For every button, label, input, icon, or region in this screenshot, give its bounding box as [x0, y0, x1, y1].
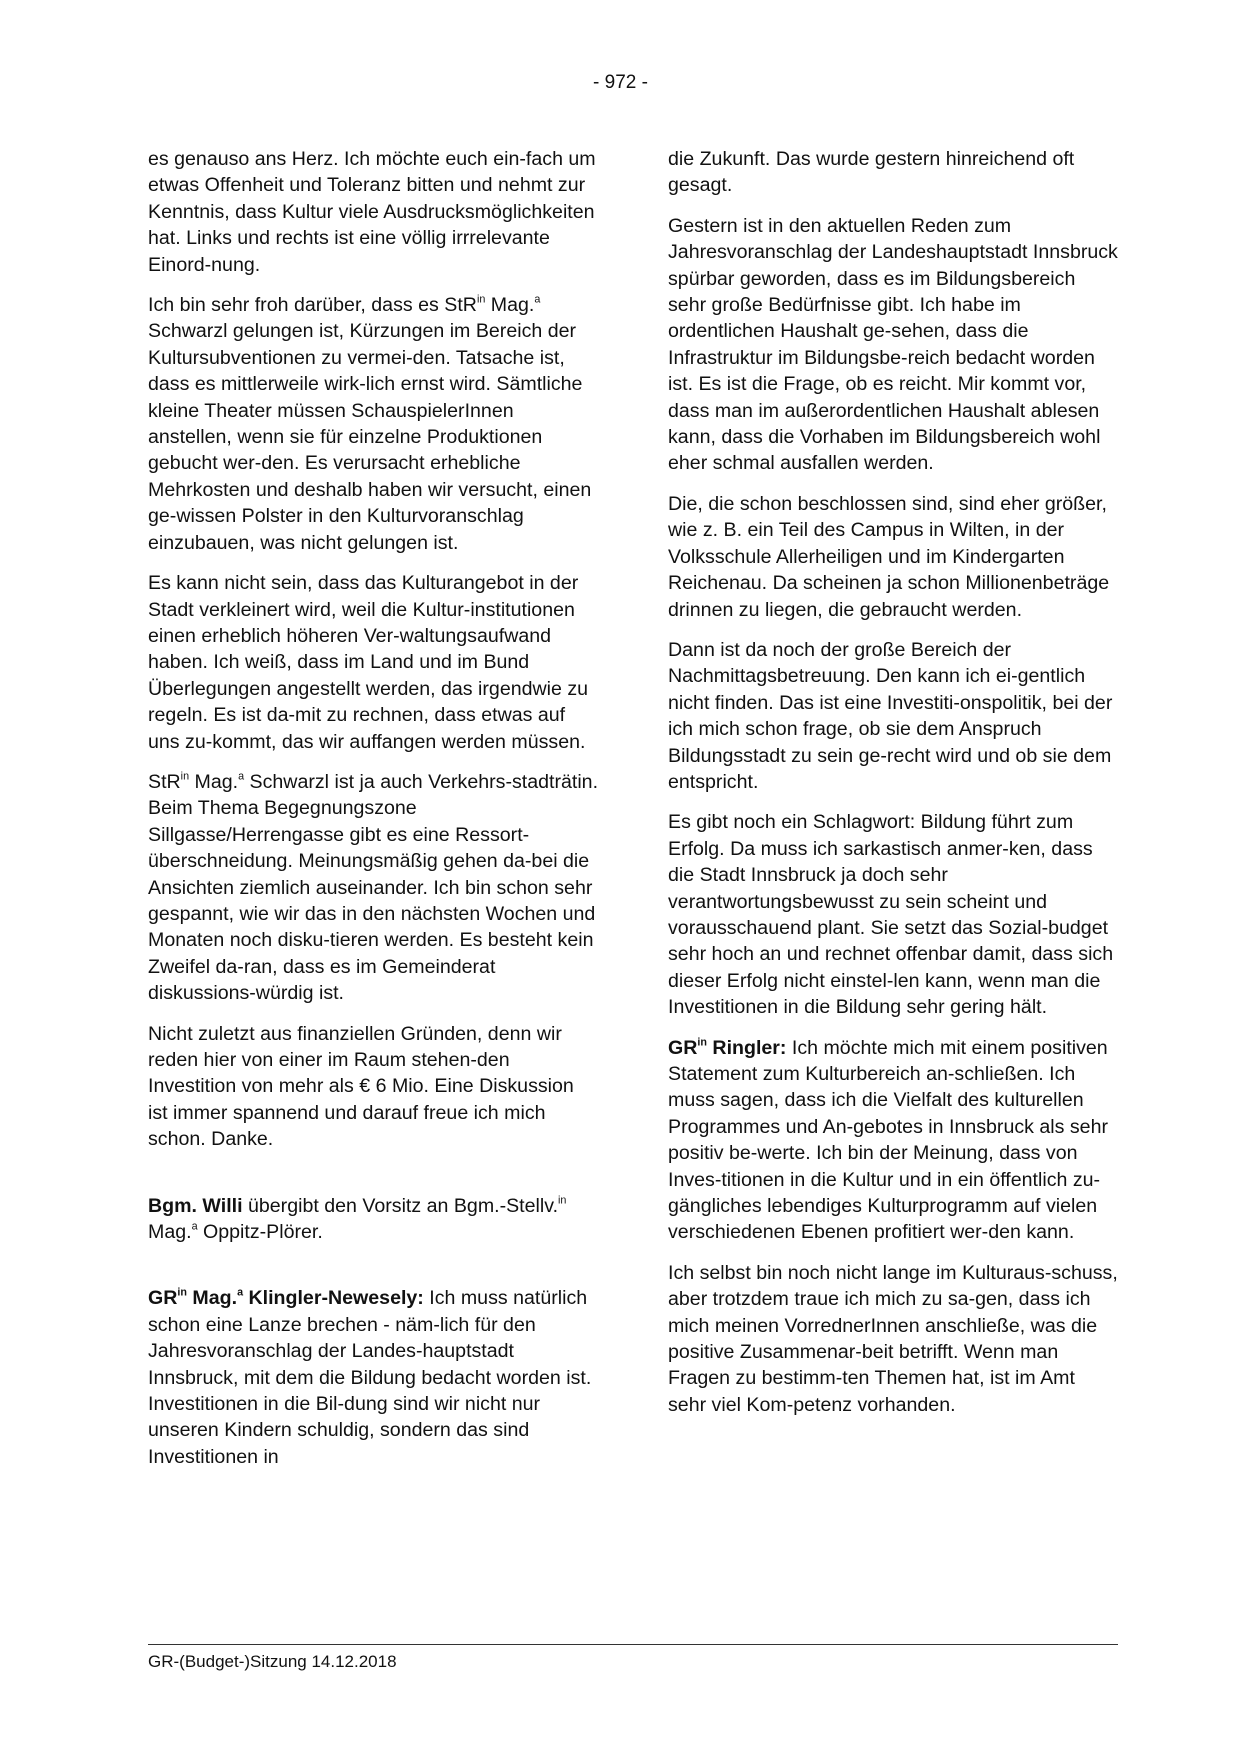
paragraph-text: Schwarzl gelungen ist, Kürzungen im Bereich der Kultursubventionen zu vermei-den. Tatsache ist, dass es mittlerweile wirk-lich ernst wird. Sämtliche kleine Theater müssen SchauspielerInnen anstellen, wenn sie für einzelne Produktionen gebucht wer-den. Es verursacht erhebliche Mehrkosten und deshalb haben wir versucht, einen ge-wissen Polster in den Kulturvoranschlag einzubauen, was nicht gelungen ist.: [148, 320, 592, 554]
speaker-title: Mag.: [194, 770, 239, 793]
paragraph: Es kann nicht sein, dass das Kulturangebot in der Stadt verkleinert wird, weil die Kultur-institutionen einen erheblich höheren Ver-waltungsaufwand haben. Ich weiß, dass im Land und im Bund Überlegungen angestellt werden, das irgendwie zu regeln. Es ist da-mit zu rechnen, dass etwas auf uns zu-kommt, das wir auffangen werden müssen.: [148, 572, 589, 753]
superscript: a: [534, 293, 541, 306]
speaker-name: $GR^{in}$ Mag.$^a$ Klingler-Newesely:: [148, 1286, 424, 1310]
paragraph-text: Ich möchte mich mit einem positiven Statement zum Kulturbereich an-schließen. Ich muss sagen, dass ich die Vielfalt des kulturellen Programmes und An-gebotes in Innsbruck als sehr positiv be-werte. Ich bin der Meinung, dass von Inves-titionen in die Kultur und in ein öffentlich zu-gängliches lebendiges Kulturprogramm auf vielen verschiedenen Ebenen profitiert wer-den kann.: [668, 1036, 1108, 1244]
superscript: in: [558, 1194, 567, 1207]
paragraph: Die, die schon beschlossen sind, sind eher größer, wie z. B. ein Teil des Campus in Wilten, in der Volksschule Allerheiligen und im Kindergarten Reichenau. Da scheinen ja schon Millionenbeträge drinnen zu liegen, die gebraucht werden.: [668, 492, 1110, 621]
paragraph: Nicht zuletzt aus finanziellen Gründen, denn wir reden hier von einer im Raum stehen-den Investition von mehr als € 6 Mio. Eine Diskussion ist immer spannend und darauf freue ich mich schon. Danke.: [148, 1022, 574, 1151]
chair-handover-paragraph: [148, 1193, 598, 1246]
superscript: in: [476, 293, 486, 306]
speaker-title: StR: [148, 770, 181, 793]
paragraph: Ich selbst bin noch nicht lange im Kulturaus-schuss, aber trotzdem traue ich mich zu sa-gen, dass ich mich meinen VorrednerInnen anschließe, was die positive Zusammenar-beit betrifft. Wenn man Fragen zu bestimm-ten Themen hat, ist im Amt sehr viel Kom-petenz vorhanden.: [668, 1261, 1118, 1416]
paragraph: es genauso ans Herz. Ich möchte euch ein-fach um etwas Offenheit und Toleranz bitten und nehmt zur Kenntnis, dass Kultur viele Ausdrucksmöglichkeiten hat. Links und rechts ist eine völlig irrrelevante Einord-nung.: [148, 148, 596, 276]
superscript: a: [238, 770, 245, 783]
left-column: [148, 146, 598, 1484]
speaker-name: Bgm. Willi: [148, 1194, 243, 1217]
speaker-name-plain: Oppitz-Plörer.: [203, 1221, 323, 1244]
speaker-title: StR: [444, 294, 477, 317]
footer-session-label: GR-(Budget-)Sitzung 14.12.2018: [148, 1652, 397, 1671]
paragraph-text: Schwarzl ist ja auch Verkehrs-stadträtin. Beim Thema Begegnungszone Sillgasse/Herrengasse gibt es eine Ressort-überschneidung. Meinungsmäßig gehen da-bei die Ansichten ziemlich auseinander. Ich bin schon sehr gespannt, wie wir das in den nächsten Wochen und Monaten noch disku-tieren werden. Es besteht kein Zweifel da-ran, dass es im Gemeinderat diskussions-würdig ist.: [148, 770, 599, 1005]
superscript: in: [180, 770, 190, 783]
paragraph: [148, 292, 598, 556]
paragraph: Gestern ist in den aktuellen Reden zum Jahresvoranschlag der Landeshauptstadt Innsbruck spürbar geworden, dass es im Bildungsbereich sehr große Bedürfnisse gibt. Ich habe im ordentlichen Haushalt ge-sehen, dass die Infrastruktur im Bildungsbe-reich bedacht worden ist. Es ist die Frage, ob es reicht. Mir kommt vor, dass man im außerordentlichen Haushalt ablesen kann, dass die Vorhaben im Bildungsbereich wohl eher schmal ausfallen werden.: [668, 214, 1118, 475]
paragraph-text: Ich bin sehr froh darüber, dass es: [148, 294, 439, 317]
paragraph: Es gibt noch ein Schlagwort: Bildung führt zum Erfolg. Da muss ich sarkastisch anmer-ken, dass die Stadt Innsbruck ja doch sehr verantwortungsbewusst zu sein scheint und vorausschauend plant. Sie setzt das Sozial-budget sehr hoch an und rechnet offenbar damit, dass sich dieser Erfolg nicht einstel-len kann, wenn man die Investitionen in die Bildung sehr gering hält.: [668, 811, 1114, 1019]
footer-divider: [148, 1644, 1118, 1645]
speaker-title: Mag.: [148, 1221, 192, 1244]
speech-paragraph: [668, 1035, 1118, 1246]
paragraph-text: übergibt den Vorsitz an Bgm.-Stellv.: [247, 1194, 559, 1217]
paragraph: die Zukunft. Das wurde gestern hinreichend oft gesagt.: [668, 148, 1075, 197]
speech-paragraph: [148, 1285, 598, 1470]
speaker-title: Mag.: [490, 294, 535, 317]
superscript: a: [191, 1220, 198, 1233]
paragraph-text: Ich muss natürlich schon eine Lanze brechen - näm-lich für den Jahresvoranschlag der Landes-hauptstadt Innsbruck, mit dem die Bildung bedacht worden ist. Investitionen in die Bil-dung sind wir nicht nur unseren Kindern schuldig, sondern das sind Investitionen in: [148, 1287, 592, 1468]
paragraph: Dann ist da noch der große Bereich der Nachmittagsbetreuung. Den kann ich ei-gentlich nicht finden. Das ist eine Investiti-onspolitik, bei der ich mich schon frage, ob sie dem Anspruch Bildungsstadt zu sein ge-recht wird und ob sie dem entspricht.: [668, 638, 1113, 793]
page-number: - 972 -: [593, 72, 648, 93]
speaker-name: $GR^{in}$ Ringler:: [668, 1035, 787, 1059]
right-column: [668, 146, 1118, 1432]
paragraph: [148, 769, 598, 1007]
